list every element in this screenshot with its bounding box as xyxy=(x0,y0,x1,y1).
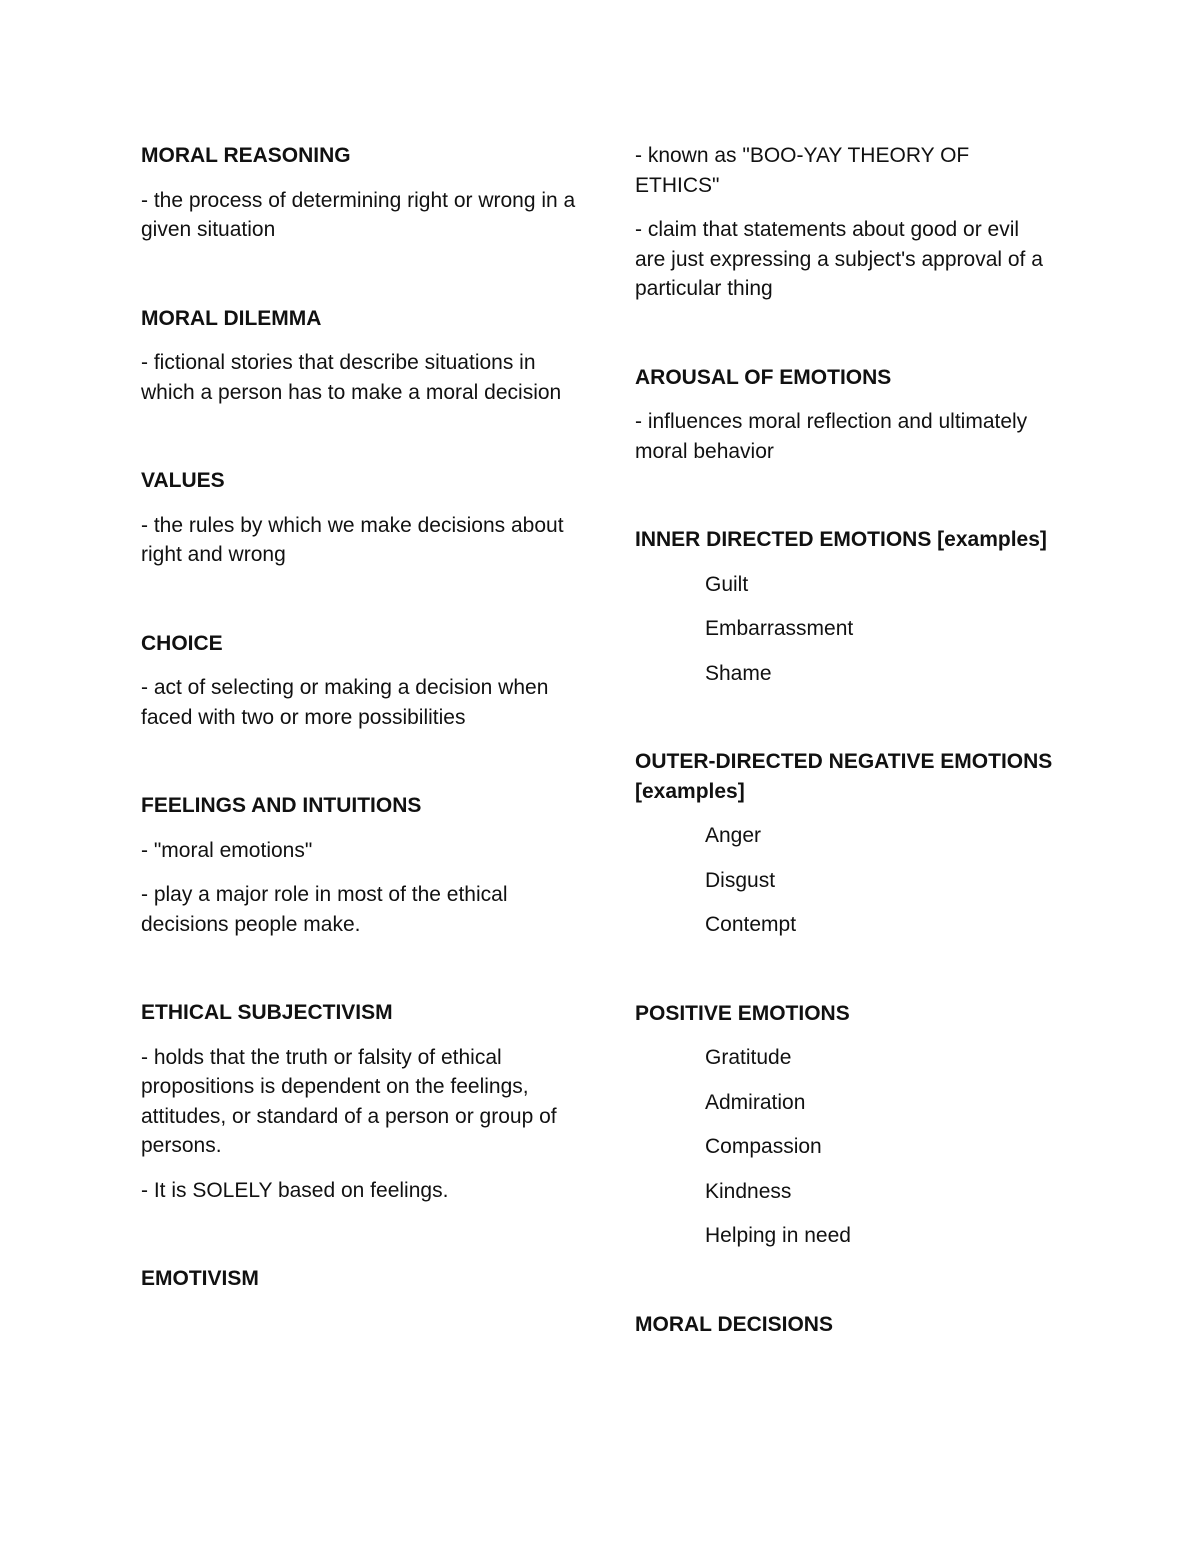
right-column xyxy=(635,141,1055,1339)
left-column xyxy=(141,141,581,1294)
section-ethical-subjectivism xyxy=(141,998,581,1205)
list-item: Gratitude xyxy=(705,1046,792,1069)
section-inner-directed-emotions xyxy=(635,525,1055,688)
definition-feelings-2: - play a major role in most of the ethical decisions people make. xyxy=(141,883,508,936)
section-moral-reasoning xyxy=(141,141,581,245)
list-item: Contempt xyxy=(705,913,797,936)
definition-values: - the rules by which we make decisions about right and wrong xyxy=(141,513,564,566)
section-outer-directed-negative-emotions xyxy=(635,747,1055,940)
section-arousal-of-emotions xyxy=(635,363,1055,467)
section-positive-emotions xyxy=(635,999,1055,1251)
definition-ethical-subjectivism-1: - holds that the truth or falsity of ethical propositions is dependent on the feelings, attitudes, or standard of a person or group of persons. xyxy=(141,1045,557,1157)
heading-moral-decisions: MORAL DECISIONS xyxy=(635,1312,833,1336)
heading-emotivism: EMOTIVISM xyxy=(141,1267,259,1290)
section-emotivism-continued xyxy=(635,141,1055,304)
heading-inner-directed-emotions: INNER DIRECTED EMOTIONS [examples] xyxy=(635,528,1047,551)
heading-arousal-of-emotions: AROUSAL OF EMOTIONS xyxy=(635,365,892,389)
definition-moral-reasoning: - the process of determining right or wrong in a given situation xyxy=(141,188,576,241)
definition-arousal-of-emotions: - influences moral reflection and ultimately moral behavior xyxy=(635,410,1028,463)
definition-ethical-subjectivism-2: - It is SOLELY based on feelings. xyxy=(141,1178,449,1202)
section-feelings-and-intuitions xyxy=(141,791,581,939)
list-item: Shame xyxy=(705,661,772,685)
section-moral-dilemma xyxy=(141,304,581,408)
section-values xyxy=(141,466,581,570)
emotivism-line-2: - claim that statements about good or evil are just expressing a subject's approval of a particular thing xyxy=(635,218,1043,300)
heading-positive-emotions: POSITIVE EMOTIONS xyxy=(635,1001,850,1025)
definition-choice: - act of selecting or making a decision when faced with two or more possibilities xyxy=(141,676,549,729)
emotivism-line-1: - known as "BOO-YAY THEORY OF ETHICS" xyxy=(635,144,970,197)
heading-moral-reasoning: MORAL REASONING xyxy=(141,144,351,167)
list-item: Helping in need xyxy=(705,1224,851,1247)
list-item: Disgust xyxy=(705,868,776,892)
definition-feelings-1: - "moral emotions" xyxy=(141,838,313,862)
list-item: Embarrassment xyxy=(705,617,854,640)
list-item: Guilt xyxy=(705,572,749,596)
heading-ethical-subjectivism: ETHICAL SUBJECTIVISM xyxy=(141,1001,393,1024)
list-item: Kindness xyxy=(705,1179,792,1203)
list-item: Admiration xyxy=(705,1090,806,1114)
section-moral-decisions xyxy=(635,1310,1055,1340)
heading-values: VALUES xyxy=(141,469,225,492)
definition-moral-dilemma: - fictional stories that describe situations in which a person has to make a moral decision xyxy=(141,351,562,404)
heading-outer-directed-negative-emotions: OUTER-DIRECTED NEGATIVE EMOTIONS [examples] xyxy=(635,750,1053,803)
list-item: Anger xyxy=(705,824,762,847)
heading-feelings-and-intuitions: FEELINGS AND INTUITIONS xyxy=(141,794,422,817)
list-item: Compassion xyxy=(705,1135,822,1158)
heading-moral-dilemma: MORAL DILEMMA xyxy=(141,306,322,330)
section-choice xyxy=(141,629,581,733)
section-emotivism xyxy=(141,1264,581,1294)
heading-choice: CHOICE xyxy=(141,631,223,655)
